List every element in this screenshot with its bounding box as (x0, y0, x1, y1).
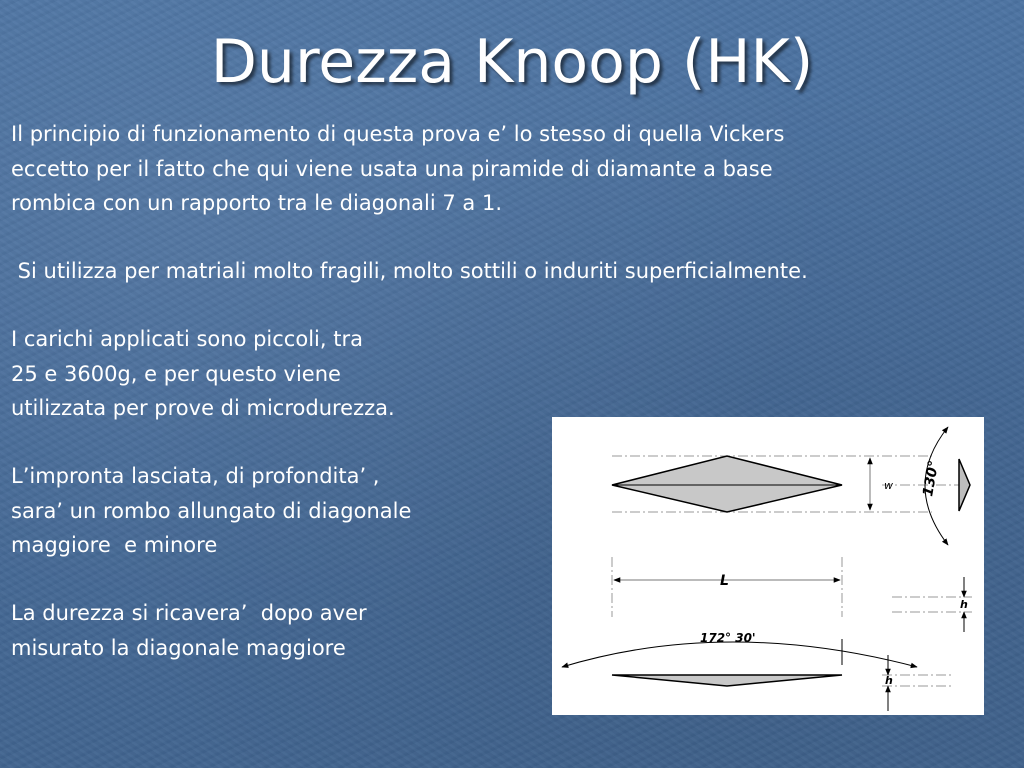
text-line: rombica con un rapporto tra le diagonali 7 a 1. (11, 191, 502, 215)
paragraph-loads (11, 322, 395, 426)
knoop-diagram (552, 417, 984, 715)
rhombus-top-view (612, 456, 842, 512)
text-line: misurato la diagonale maggiore (11, 635, 346, 660)
angle-arc-172 (562, 642, 917, 667)
label-h-right: h (960, 598, 968, 611)
indenter-side-view (959, 459, 970, 511)
label-L: L (720, 573, 729, 589)
slide-title: Durezza Knoop (HK) (210, 27, 814, 97)
paragraph-usage (11, 254, 808, 289)
text-line: eccetto per il fatto che qui viene usata una piramide di diamante a base (11, 156, 773, 181)
text-line: Il principio di funzionamento di questa prova e’ lo stesso di quella Vickers (11, 122, 785, 146)
text-line: utilizzata per prove di microdurezza. (11, 396, 395, 420)
label-h-bottom: h (885, 674, 893, 687)
text-line: L’impronta lasciata, di profondita’ , (11, 464, 380, 488)
text-line: I carichi applicati sono piccoli, tra (11, 327, 363, 351)
label-angle-130: 130° (920, 459, 943, 498)
label-angle-172: 172° 30' (700, 631, 756, 645)
label-w: w (884, 479, 893, 492)
knoop-indenter-figure (552, 417, 984, 715)
text-line: 25 e 3600g, e per questo viene (11, 361, 341, 386)
paragraph-measurement (11, 596, 367, 665)
text-line: Si utilizza per matriali molto fragili, molto sottili o induriti superficialmente. (11, 259, 808, 283)
paragraph-principle (11, 117, 784, 221)
text-line: La durezza si ricavera’ dopo aver (11, 601, 367, 625)
text-line: sara’ un rombo allungato di diagonale (11, 498, 412, 523)
paragraph-imprint (11, 459, 411, 563)
text-line: maggiore e minore (11, 533, 218, 557)
indenter-section-view (612, 675, 842, 686)
